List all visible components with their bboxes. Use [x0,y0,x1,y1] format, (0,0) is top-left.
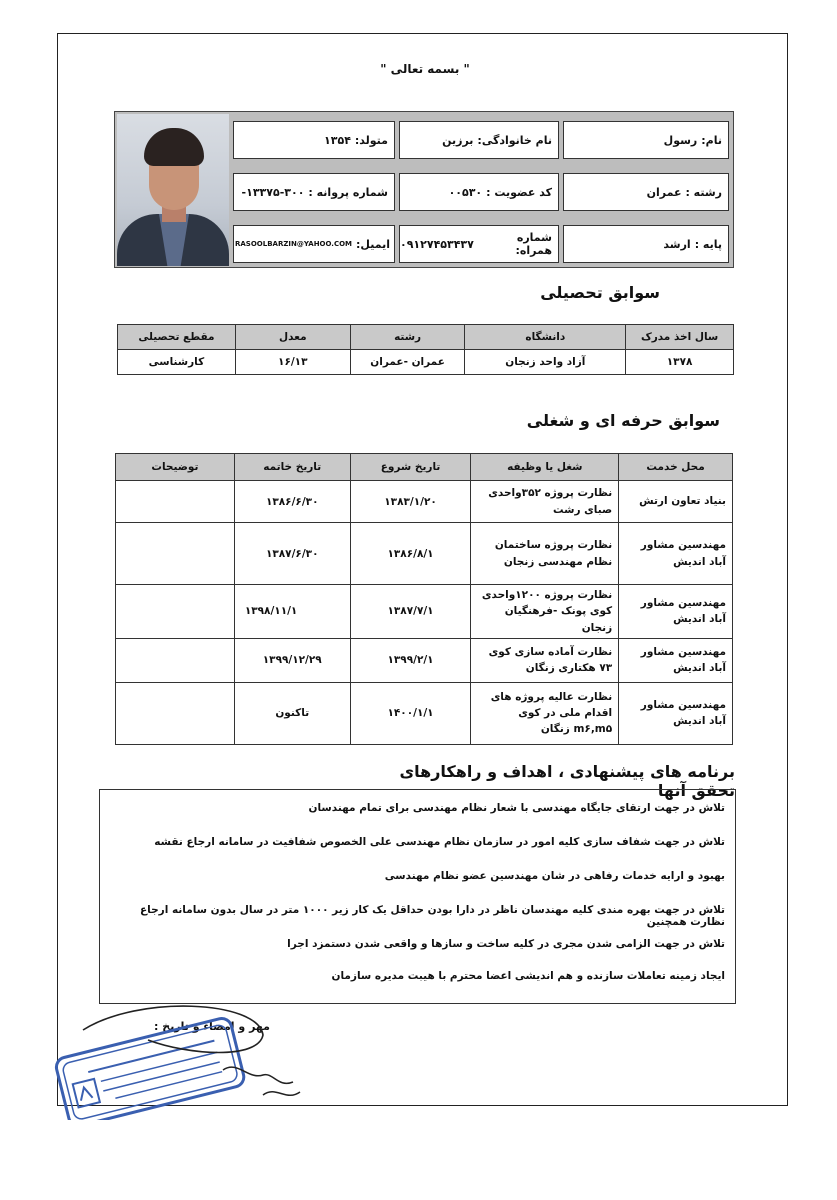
edu-header-degree: مقطع تحصیلی [118,325,236,350]
jobs-header-row [116,454,733,481]
job-role: نظارت عالیه پروژه های اقدام ملی در کوی m۶,m۵ زنگان [471,682,619,744]
signature-label: مهر و امضاء و تاریخ : [154,1020,270,1033]
programs-box [99,789,736,1004]
job-start: ۱۳۸۳/۱/۲۰ [350,481,471,523]
job-notes [116,585,235,639]
edu-header-year: سال اخذ مدرک [626,325,734,350]
table-row [116,585,733,639]
job-place: بنیاد تعاون ارتش [619,481,733,523]
edu-degree: کارشناسی [118,350,236,375]
profile-photo [117,114,229,266]
grade-cell [563,225,729,263]
job-start: ۱۳۸۷/۷/۱ [350,585,471,639]
email-label: ایمیل: [356,237,390,251]
job-start: ۱۴۰۰/۱/۱ [350,682,471,744]
table-row [118,350,734,375]
job-place: مهندسین مشاور آباد اندیش [619,523,733,585]
name-label: نام: [701,133,722,147]
job-notes [116,523,235,585]
personal-info-grid [114,111,734,268]
born-value: ۱۳۵۴ [324,133,351,147]
job-notes [116,638,235,682]
job-end: ۱۳۹۸/۱۱/۱ [234,585,350,639]
jobs-title: سوابق حرفه ای و شغلی [526,411,720,430]
field-label: رشته : [685,185,722,199]
job-header-start: تاریخ شروع [350,454,471,481]
edu-header-field: رشته [350,325,465,350]
job-role: نظارت پروژه ساختمان نظام مهندسی زنجان [471,523,619,585]
list-item: تلاش در جهت شفاف سازی کلیه امور در سازمان نظام مهندسی علی الخصوص شفافیت در سامانه ارجاع نقشه [154,836,725,848]
born-label: متولد: [354,133,388,147]
education-header-row [118,325,734,350]
license-label: شماره پروانه : [308,185,388,199]
grade-value: ارشد [663,237,691,251]
job-header-role: شغل یا وظیفه [471,454,619,481]
family-cell [399,121,559,159]
document-heading: " بسمه تعالی " [380,62,470,76]
member-value: ۰۰۵۳۰ [448,185,483,199]
job-header-notes: توضیحات [116,454,235,481]
field-value: عمران [646,185,682,199]
job-end: ۱۳۸۷/۶/۳۰ [234,523,350,585]
education-table [117,324,734,375]
list-item: ایجاد زمینه تعاملات سازنده و هم اندیشی اعضا محترم با هیبت مدیره سازمان [331,970,725,982]
stamp-signature-image [48,1000,308,1120]
job-place: مهندسین مشاور آباد اندیش [619,585,733,639]
job-role: نظارت آماده سازی کوی ۷۳ هکتاری زنگان [471,638,619,682]
field-cell [563,173,729,211]
job-end: ۱۳۹۹/۱۲/۲۹ [234,638,350,682]
table-row [116,481,733,523]
name-value: رسول [663,133,698,147]
mobile-cell [399,225,559,263]
email-cell [233,225,395,263]
table-row [116,682,733,744]
job-role: نظارت پروژه ۱۲۰۰واحدی کوی پونک -فرهنگیان زنجان [471,585,619,639]
license-value: ۱۳۳۷۵-۳۰۰- [241,185,305,199]
edu-field: عمران -عمران [350,350,465,375]
license-cell [233,173,395,211]
job-header-place: محل خدمت [619,454,733,481]
job-place: مهندسین مشاور آباد اندیش [619,682,733,744]
edu-university: آزاد واحد زنجان [465,350,626,375]
job-notes [116,481,235,523]
born-cell [233,121,395,159]
list-item: تلاش در جهت بهره مندی کلیه مهندسان ناظر در دارا بودن حداقل یک کار زیر ۱۰۰۰ متر در سال بدون سامانه ارجاع نظارت همچنین [139,904,725,928]
job-end: ۱۳۸۶/۶/۳۰ [234,481,350,523]
job-end: تاکنون [234,682,350,744]
programs-title: برنامه های پیشنهادی ، اهداف و راهکارهای تحقق آنها [399,762,735,800]
job-header-end: تاریخ خاتمه [234,454,350,481]
jobs-table [115,453,733,745]
list-item: تلاش در جهت ارتقای جایگاه مهندسی با شعار نظام مهندسی برای تمام مهندسان [308,802,725,814]
job-role: نظارت پروژه ۳۵۲واحدی صبای رشت [471,481,619,523]
mobile-value: ۰۹۱۲۷۴۵۳۴۳۷ [400,237,474,251]
family-value: برزین [442,133,474,147]
email-value: RASOOLBARZIN@YAHOO.COM [234,240,353,248]
job-start: ۱۳۹۹/۲/۱ [350,638,471,682]
job-place: مهندسین مشاور آباد اندیش [619,638,733,682]
member-cell [399,173,559,211]
edu-header-university: دانشگاه [465,325,626,350]
table-row [116,638,733,682]
name-cell [563,121,729,159]
edu-year: ۱۳۷۸ [626,350,734,375]
grade-label: پایه : [694,237,722,251]
job-notes [116,682,235,744]
job-start: ۱۳۸۶/۸/۱ [350,523,471,585]
edu-gpa: ۱۶/۱۳ [235,350,350,375]
list-item: تلاش در جهت الزامی شدن مجری در کلیه ساخت و سازها و واقعی شدن دستمزد اجرا [287,938,725,950]
family-label: نام خانوادگی: [477,133,552,147]
edu-header-gpa: معدل [235,325,350,350]
education-title: سوابق تحصیلی [540,283,660,302]
member-label: کد عضویت : [486,185,552,199]
mobile-label: شماره همراه: [515,231,552,257]
list-item: بهبود و ارایه خدمات رفاهی در شان مهندسین عضو نظام مهندسی [384,870,725,882]
table-row [116,523,733,585]
